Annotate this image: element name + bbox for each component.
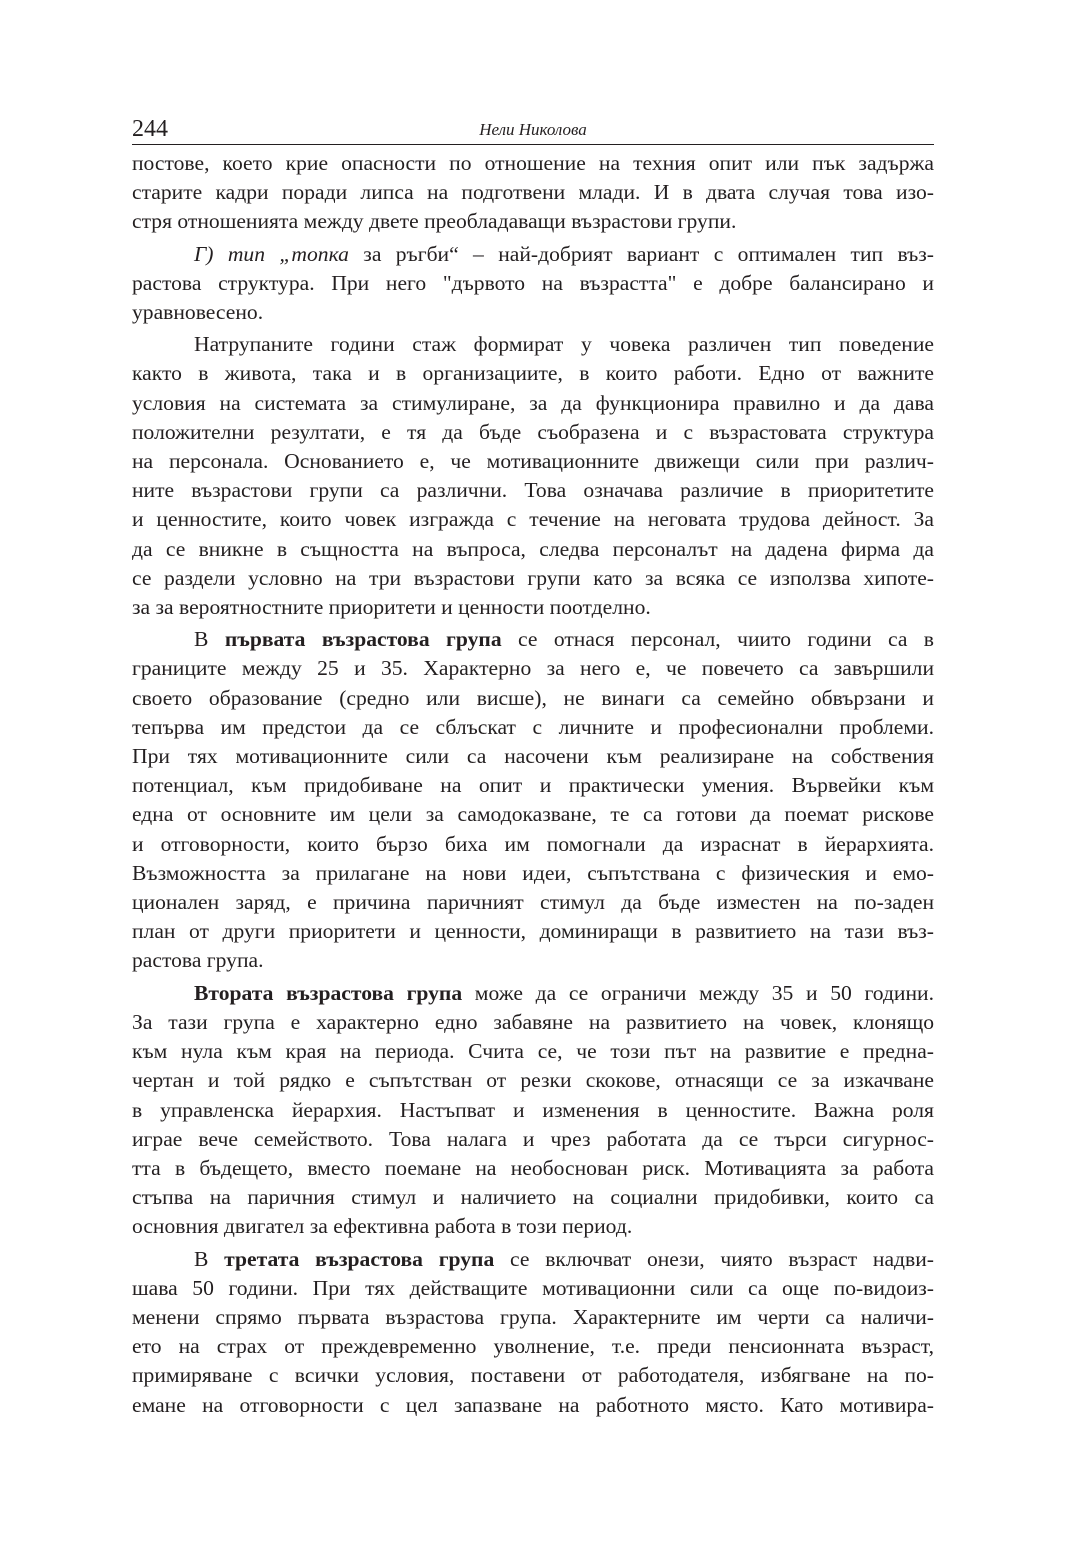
text-line: старите кадри поради липса на подготвени млади. И в двата случая това изо- [132, 180, 934, 205]
text-line: към нула към края на периода. Счита се, че този път на развитие е предна- [132, 1039, 934, 1064]
page-number: 244 [132, 116, 168, 142]
lead-rest: се включват онези, чиято възраст надви- [494, 1246, 934, 1271]
text-line: условия на системата за стимулиране, за да функционира правилно и да дава [132, 390, 934, 415]
paragraph-second-age-group [132, 979, 934, 1242]
text-line: растова структура. При него "дървото на възрастта" е добре балансирано и [132, 270, 934, 295]
bold-term: Втората възрастова група [194, 980, 463, 1005]
text-line: растова група. [132, 948, 264, 973]
text-line [132, 1245, 934, 1274]
paragraph-rugby-ball-type [132, 240, 934, 328]
italic-lead: Г) тип „топка [194, 241, 349, 266]
text-line: стъпва на паричния стимул и наличието на социални придобивки, които са [132, 1185, 934, 1210]
text-line: да се вникне в същността на въпроса, следва персоналът на дадена фирма да [132, 536, 934, 561]
text-line: границите между 25 и 35. Характерно за него е, че повечето са завършили [132, 656, 934, 681]
book-page [132, 114, 934, 1420]
text-line: положителни резултати, е тя да бъде съобразена и с възрастовата структура [132, 419, 934, 444]
text-line: в управленска йерархия. Настъпват и изменения в ценностите. Важна роля [132, 1097, 934, 1122]
paragraph-continuation [132, 149, 934, 237]
text-line: примиряване с всички условия, поставени от работодателя, избягване на по- [132, 1363, 934, 1388]
text-line: се раздели условно на три възрастови групи като за всяка се използва хипоте- [132, 565, 934, 590]
paragraph-work-experience [132, 330, 934, 622]
running-title: Нели Николова [479, 120, 587, 139]
body-text [132, 149, 934, 1420]
text-line: ето на страх от преждевременно уволнение, т.е. преди пенсионната възраст, [132, 1334, 934, 1359]
bold-term: третата възрастова група [224, 1246, 495, 1271]
paragraph-third-age-group [132, 1245, 934, 1420]
text-line: ционален заряд, е причина паричният стимул да бъде изместен на по-заден [132, 890, 934, 915]
text-line: на персонала. Основанието е, че мотивационните движещи сили при различ- [132, 449, 934, 474]
paragraph-first-age-group [132, 625, 934, 975]
text-line: Възможността за прилагане на нови идеи, съпътствана с физическия и емо- [132, 860, 934, 885]
text-line: ните възрастови групи са различни. Това означава различие в приоритетите [132, 478, 934, 503]
text-line: основния двигател за ефективна работа в този период. [132, 1214, 633, 1239]
text-line: и отговорности, които бързо биха им помогнали да израснат в йерархията. [132, 831, 934, 856]
text-line: емане на отговорности с цел запазване на работното място. Като мотивира- [132, 1392, 934, 1417]
text-line: При тях мотивационните сили са насочени към реализиране на собствения [132, 744, 934, 769]
text-line: менени спрямо първата възрастова група. Характерните им черти са наличи- [132, 1304, 934, 1329]
text-line: една от основните им цели за самодоказване, те са готови да поемат рискове [132, 802, 934, 827]
text-line [132, 625, 934, 654]
text-line: тепърва им предстои да се сблъскат с личните и професионални проблеми. [132, 714, 934, 739]
text-line [132, 240, 934, 269]
text-line: и ценностите, които човек изгражда с течение на неговата трудова дейност. За [132, 507, 934, 532]
text-line: стря отношенията между двете преобладаващи възрастови групи. [132, 209, 737, 234]
text-line: чертан и той рядко е съпътстван от резки скокове, отнасящи се за изкачване [132, 1068, 934, 1093]
text-line: уравновесено. [132, 300, 264, 325]
text-line: план от други приоритети и ценности, доминиращи в развитието на тази въз- [132, 919, 934, 944]
running-header [132, 114, 934, 145]
lead-rest: за ръгби“ – най-добрият вариант с оптимален тип въз- [348, 241, 934, 266]
text-line: играе вече семейството. Това налага и чрез работата да се търси сигурнос- [132, 1126, 934, 1151]
text-line: Натрупаните години стаж формират у човека различен тип поведение [194, 332, 934, 357]
lead-plain: В [194, 1246, 225, 1271]
lead-plain: В [194, 627, 225, 652]
text-line: шава 50 години. При тях действащите мотивационни сили са още по-видоиз- [132, 1275, 934, 1300]
text-line: за за вероятностните приоритети и ценности поотделно. [132, 595, 651, 620]
text-line: За тази група е характерно едно забавяне на развитието на човек, клонящо [132, 1009, 934, 1034]
text-line: както в живота, така и в организациите, в които работи. Едно от важните [132, 361, 934, 386]
text-line: тта в бъдещето, вместо поемане на необоснован риск. Мотивацията за работа [132, 1155, 934, 1180]
lead-rest: се отнася персонал, чиито години са в [501, 627, 934, 652]
text-line: потенциал, към придобиване на опит и практически умения. Вървейки към [132, 773, 934, 798]
text-line: постове, което крие опасности по отношение на техния опит или пък задържа [132, 151, 934, 175]
text-line [132, 979, 934, 1008]
lead-rest: може да се ограничи между 35 и 50 години. [462, 980, 934, 1005]
bold-term: първата възрастова група [224, 627, 502, 652]
text-line: своето образование (средно или висше), не винаги са семейно обвързани и [132, 685, 934, 710]
